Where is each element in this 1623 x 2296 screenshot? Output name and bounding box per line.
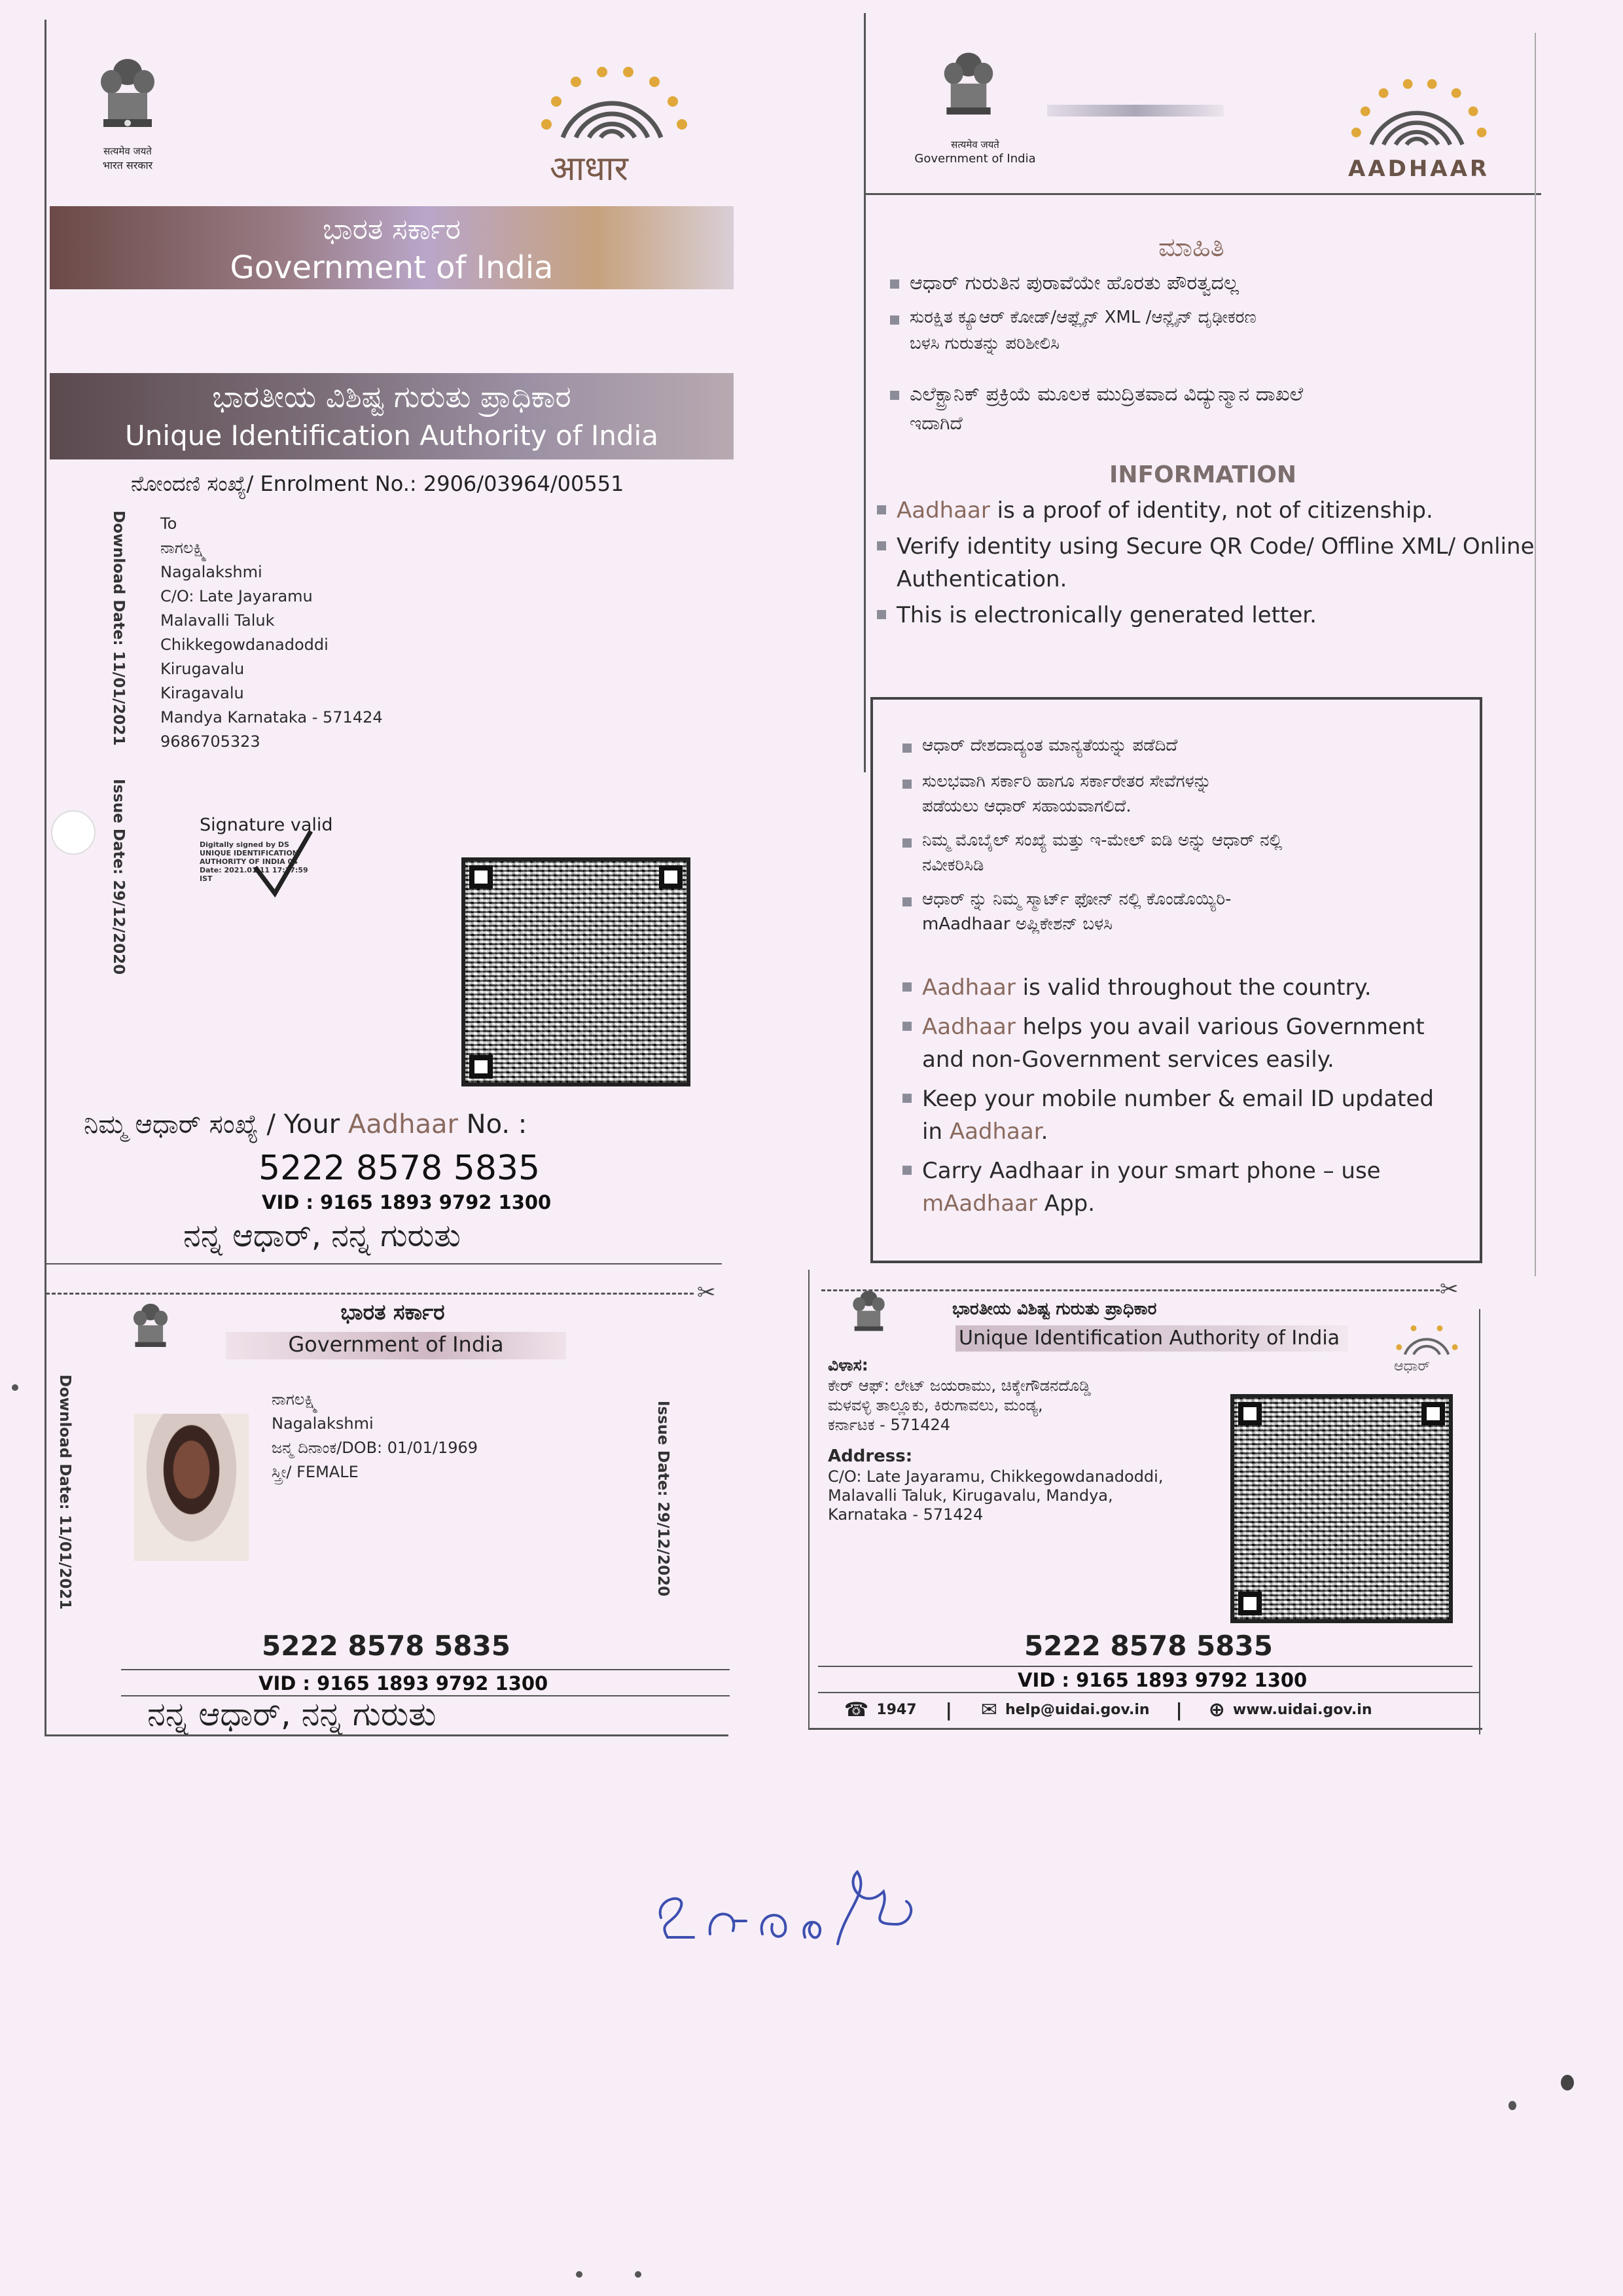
vid-number: VID : 9165 1893 9792 1300 [262,1191,552,1213]
right-national-emblem [900,46,1050,177]
footer-separator: | [945,1699,952,1721]
digital-signature [200,815,370,906]
address-english-line: Malavalli Taluk, Kirugavalu, Mandya, [828,1486,1113,1505]
card-qr-code [1230,1394,1453,1623]
your-aadhaar-word: Aadhaar [348,1109,458,1139]
punch-hole [52,812,94,853]
signature-scribble [648,1846,949,1950]
your-aadhaar-kannada: ನಿಮ್ಮ ಆಧಾರ್ ಸಂಖ್ಯೆ [84,1109,259,1139]
benefit-kannada: ಆಧಾರ್ ದೇಶದಾದ್ಯಂತ ಮಾನ್ಯತೆಯನ್ನು ಪಡೆದಿದೆ [902,736,1177,756]
cut-line-left [46,1293,694,1295]
uidai-banner-english: Unique Identification Authority of India [125,420,658,452]
aadhaar-number: 5222 8578 5835 [259,1149,541,1188]
right-header-rule [864,193,1541,195]
info-item: This is electronically generated letter. [877,602,1317,628]
card-holder-details [272,1388,478,1484]
right-aadhaar-fingerprint-icon [1335,65,1499,157]
national-emblem [79,52,177,183]
right-card-vid-rule [818,1692,1479,1693]
emblem-motto: सत्यमेव जयते [103,145,152,157]
benefit-kannada: ಆಧಾರ್ ನ್ನು ನಿಮ್ಮ ಸ್ಮಾರ್ಟ್ ಫೋನ್ ನಲ್ಲಿ ಕೊಂಡೊಯ್ಯಿರಿ- [902,889,1231,910]
benefit-english-continued: and non-Government services easily. [922,1047,1334,1073]
benefit-kannada: ನಿಮ್ಮ ಮೊಬೈಲ್ ಸಂಖ್ಯೆ ಮತ್ತು ಇ-ಮೇಲ್ ಐಡಿ ಅನ್ನು ಆಧಾರ್ ನಲ್ಲಿ [902,831,1282,851]
aadhaar-fingerprint-icon [524,52,700,151]
footer-separator: | [1175,1699,1183,1721]
address-kannada-label: ವಿಳಾಸ: [828,1355,868,1374]
card-tagline: ನನ್ನ ಆಧಾರ್, ನನ್ನ ಗುರುತು [147,1695,437,1733]
card-bottom-border [45,1734,728,1736]
email-icon: ✉ [980,1698,997,1721]
right-card-right-border [1479,1309,1480,1734]
benefit-english-continued: in Aadhaar. [922,1119,1048,1145]
right-card-number-rule [818,1666,1472,1667]
kannada-info-continued: ಬಳಸಿ ಗುರುತನ್ನು ಪರಿಶೀಲಿಸಿ [910,334,1060,353]
address-line: Malavalli Taluk [160,611,275,630]
your-aadhaar-suffix: No. : [457,1109,527,1139]
scan-speck [12,1384,18,1391]
card-number-rule [121,1669,730,1670]
header-smudge [1047,105,1224,117]
address-line: ನಾಗಲಕ್ಷ್ಮಿ [160,539,207,557]
footer-phone: 1947 [876,1702,917,1718]
contact-footer [844,1698,1372,1721]
info-item: Verify identity using Secure QR Code/ Offline XML/ Online [877,533,1535,560]
right-card-emblem-icon [847,1286,890,1342]
qr-finder [469,1055,493,1079]
emblem-caption: भारत सरकार [102,159,153,171]
address-line: Chikkegowdanadoddi [160,636,329,654]
scissors-icon: ✂ [697,1280,716,1306]
letter-card-rule [45,1263,722,1265]
issue-date: Issue Date: 29/12/2020 [110,779,127,975]
aadhaar-benefits-box [870,697,1482,1263]
center-divider [864,13,866,772]
benefit-kannada-continued: mAadhaar ಅಪ್ಲಿಕೇಶನ್ ಬಳಸಿ [922,914,1113,934]
right-card-address [828,1355,1221,1524]
uidai-banner-kannada: ಭಾರತೀಯ ವಿಶಿಷ್ಟ ಗುರುತು ಪ್ರಾಧಿಕಾರ [212,379,571,414]
right-card-aadhaar-logo [1387,1316,1472,1381]
aadhaar-logo-text: आधार [550,149,628,188]
right-emblem-caption: Government of India [914,152,1036,166]
signature-valid-label: Signature valid [200,815,333,835]
kannada-info-continued: ಇದಾಗಿದೆ [910,412,963,434]
card-gender: ಸ್ತ್ರೀ/ FEMALE [272,1463,359,1481]
aadhaar-logo [524,52,700,188]
address-line: Nagalakshmi [160,563,262,581]
globe-icon: ⊕ [1208,1698,1225,1721]
checkmark-icon [249,828,314,900]
scan-speck [576,2271,582,2278]
card-emblem-icon [128,1299,173,1358]
address-english-line: C/O: Late Jayaramu, Chikkegowdanadoddi, [828,1467,1164,1486]
address-kannada-line: ಕರ್ನಾಟಕ - 571424 [828,1416,951,1434]
footer-email: help@uidai.gov.in [1005,1702,1150,1718]
card-dob: ಜನ್ಮ ದಿನಾಂಕ/DOB: 01/01/1969 [272,1439,478,1457]
kannada-info-item: ಸುರಕ್ಷಿತ ಕ್ಯೂಆರ್ ಕೋಡ್/ಆಫ್ಲೈನ್ XML /ಆನ್ಲೈನ್ ದೃಢೀಕರಣ [890,308,1257,328]
address-to: To [160,514,177,533]
card-name-kannada: ನಾಗಲಕ್ಷ್ಮಿ [272,1390,318,1408]
card-photo [134,1414,249,1561]
tagline: ನನ್ನ ಆಧಾರ್, ನನ್ನ ಗುರುತು [183,1217,461,1254]
gov-of-india-banner [50,206,734,289]
your-aadhaar-heading [84,1109,527,1139]
info-item: Aadhaar is a proof of identity, not of citizenship. [877,497,1433,524]
signature-detail: Digitally signed by DS UNIQUE IDENTIFICATION AUTHORITY OF INDIA 04 Date: 2021.01.11 17:37:59 IST [200,840,308,883]
card-gov-english: Government of India [288,1332,504,1357]
right-card-aadhaar-number: 5222 8578 5835 [1024,1630,1273,1662]
qr-finder [1238,1592,1262,1615]
scan-speck [1508,2101,1516,2110]
card-name-english: Nagalakshmi [272,1414,374,1433]
address-kannada-line: ಮಳವಳ್ಳಿ ತಾಲ್ಲೂಕು, ಕಿರುಗಾವಲು, ಮಂಡ್ಯ, [828,1396,1043,1414]
right-edge-line [1535,33,1536,1276]
handwritten-signature [648,1846,949,1950]
address-english-label: Address: [828,1446,913,1466]
qr-finder [469,865,493,889]
card-aadhaar-number: 5222 8578 5835 [262,1630,510,1662]
uidai-banner [50,373,734,459]
benefit-english: Keep your mobile number & email ID updated [902,1086,1434,1112]
right-card-uidai-english: Unique Identification Authority of India [959,1327,1340,1350]
right-card-fingerprint-icon [1387,1316,1466,1361]
recipient-address [160,512,383,754]
right-card-vid: VID : 9165 1893 9792 1300 [1018,1669,1308,1691]
right-aadhaar-logo [1335,65,1512,190]
kannada-info-item: ಆಧಾರ್ ಗುರುತಿನ ಪುರಾವೆಯೇ ಹೊರತು ಪೌರತ್ವದಲ್ಲ [890,272,1239,295]
benefit-kannada-continued: ನವೀಕರಿಸಿಡಿ [922,855,984,875]
phone-icon: ☎ [844,1698,869,1721]
gov-banner-english: Government of India [230,249,554,286]
benefit-english-continued: mAadhaar App. [922,1191,1096,1217]
right-lion-capital-icon [936,46,1001,131]
scan-speck [635,2271,641,2278]
benefit-english: Aadhaar is valid throughout the country. [902,975,1372,1001]
lion-capital-icon [92,52,164,144]
footer-web: www.uidai.gov.in [1232,1702,1372,1718]
address-line: Mandya Karnataka - 571424 [160,708,383,726]
phone-number: 9686705323 [160,732,260,751]
letter-qr-code [461,857,690,1086]
kannada-info-heading: ಮಾಹಿತಿ [1158,232,1224,262]
card-gov-kannada: ಭಾರತ ಸರ್ಕಾರ [340,1299,445,1325]
right-card-bottom-border [808,1728,1482,1730]
benefit-english: Carry Aadhaar in your smart phone – use [902,1158,1381,1184]
kannada-info-item: ಎಲೆಕ್ಟ್ರಾನಿಕ್ ಪ್ರಕ್ರಿಯೆ ಮೂಲಕ ಮುದ್ರಿತವಾದ ವಿದ್ಯುನ್ಮಾನ ದಾಖಲೆ [890,383,1303,406]
benefit-kannada: ಸುಲಭವಾಗಿ ಸರ್ಕಾರಿ ಹಾಗೂ ಸರ್ಕಾರೇತರ ಸೇವೆಗಳನ್ನು [902,772,1211,792]
address-line: C/O: Late Jayaramu [160,587,313,605]
left-panel-border [45,20,46,1734]
enrolment-number: ನೋಂದಣಿ ಸಂಖ್ಯೆ/ Enrolment No.: 2906/03964/00551 [131,471,624,496]
benefit-english: Aadhaar helps you avail various Government [902,1014,1425,1040]
information-heading: INFORMATION [1109,461,1297,488]
right-scissors-icon: ✂ [1440,1276,1459,1302]
scan-speck [1561,2075,1574,2090]
address-line: Kiragavalu [160,684,244,702]
right-emblem-motto: सत्यमेव जयते [951,139,999,151]
card-download-date: Download Date: 11/01/2021 [56,1374,73,1610]
cut-line-right [821,1289,1440,1291]
address-kannada-line: ಕೇರ್ ಆಫ್: ಲೇಟ್ ಜಯರಾಮು, ಚಿಕ್ಕೇಗೌಡನದೊಡ್ಡಿ [828,1376,1091,1395]
your-aadhaar-sep: / Your [258,1109,348,1139]
benefit-kannada-continued: ಪಡೆಯಲು ಆಧಾರ್ ಸಹಾಯವಾಗಲಿದೆ. [922,797,1132,816]
address-line: Kirugavalu [160,660,245,678]
qr-finder [1421,1402,1445,1426]
card-vid: VID : 9165 1893 9792 1300 [259,1672,548,1695]
address-english-line: Karnataka - 571424 [828,1505,984,1524]
right-card-logo-text: ಆಧಾರ್ [1394,1358,1431,1374]
right-card-left-border [808,1270,810,1728]
right-aadhaar-logo-text: AADHAAR [1348,156,1490,182]
download-date: Download Date: 11/01/2021 [110,511,127,746]
card-issue-date: Issue Date: 29/12/2020 [654,1401,671,1597]
qr-finder [1238,1402,1262,1426]
info-item-continued: Authentication. [897,566,1067,592]
gov-banner-kannada: ಭಾರತ ಸರ್ಕಾರ [323,213,461,246]
right-card-uidai-kannada: ಭಾರತೀಯ ವಿಶಿಷ್ಟ ಗುರುತು ಪ್ರಾಧಿಕಾರ [952,1299,1157,1319]
qr-finder [659,865,683,889]
